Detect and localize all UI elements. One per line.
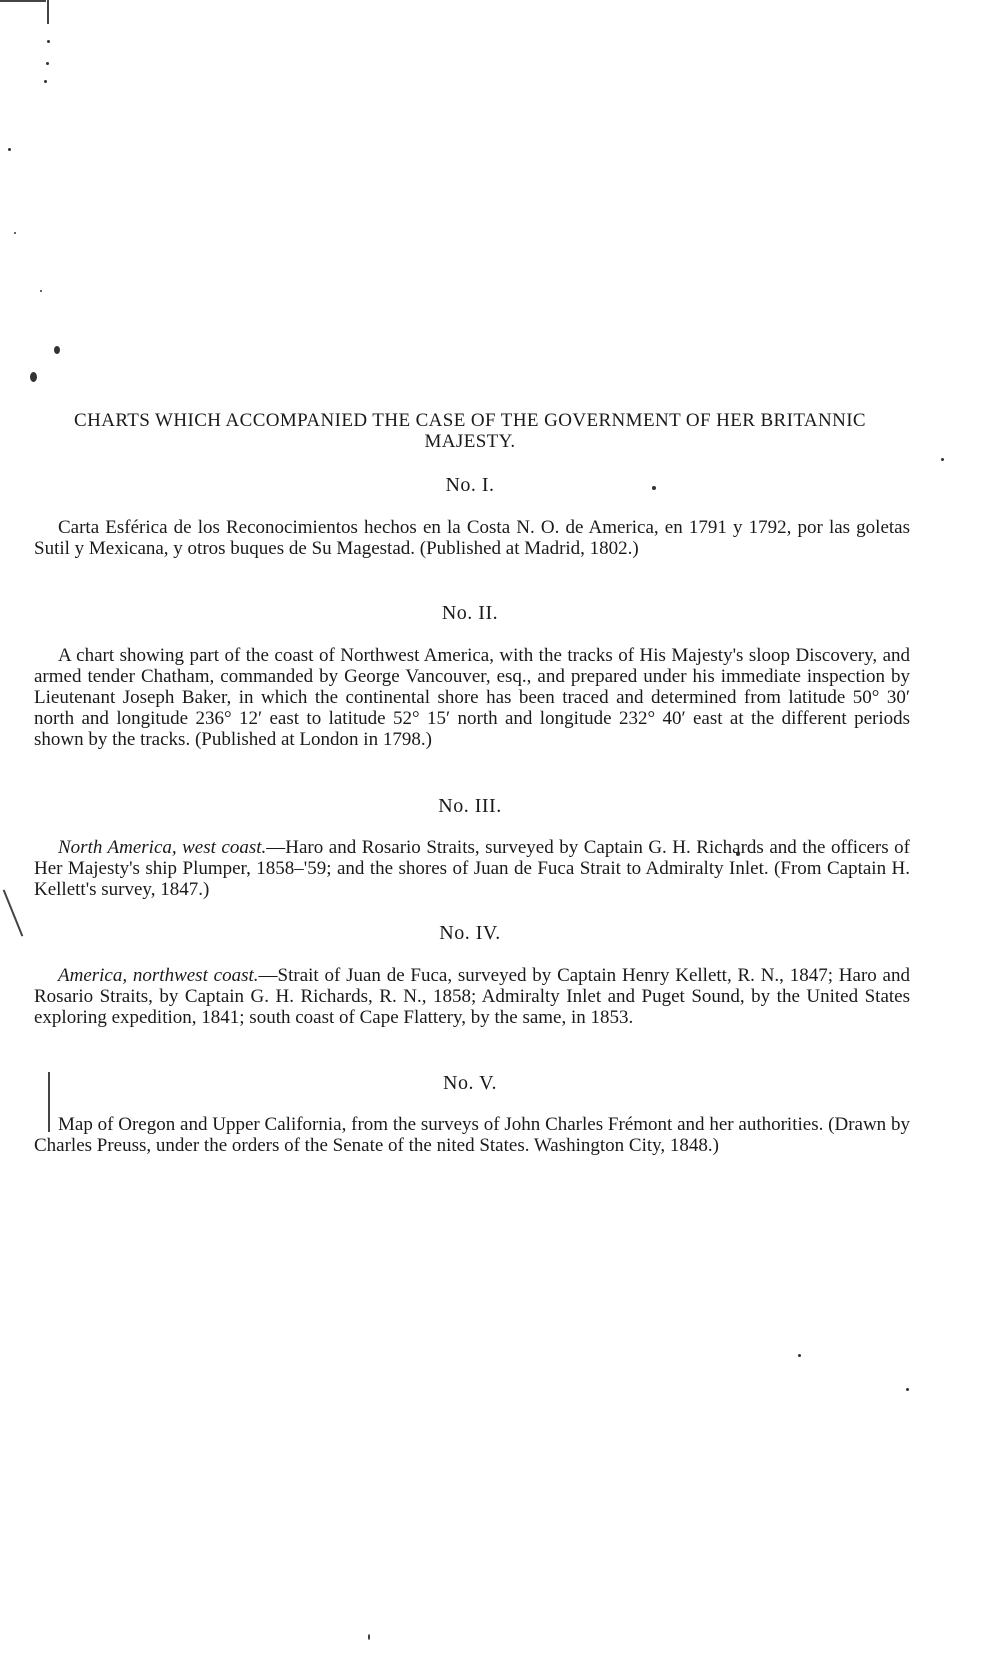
scan-speck: [906, 1388, 909, 1391]
entry-lead-3: North America, west coast.: [58, 837, 267, 858]
entry-body-3: —Haro and Rosario Straits, surveyed by Captain G. H. Richards and the officers of Her Majesty's ship Plumper, 1858–'59; and the shores of Juan de Fuca Strait to Admiralty Inlet. (From Captain H. Kellett's survey, 1847.): [34, 837, 910, 900]
scan-edge-mark: [47, 0, 49, 24]
scan-edge-mark: [0, 0, 46, 2]
entry-text-3: [34, 837, 910, 900]
scan-speck: [368, 1634, 370, 1640]
scan-speck: [40, 290, 42, 292]
entry-lead-4: America, northwest coast.: [58, 965, 259, 986]
entry-number-2: No. II.: [441, 602, 499, 624]
scan-speck: [44, 80, 47, 83]
scan-speck: [46, 62, 49, 65]
entry-number-4: No. IV.: [439, 922, 501, 944]
scan-speck: [14, 232, 16, 234]
entry-text-1: Carta Esférica de los Reconocimientos hechos en la Costa N. O. de America, en 1791 y 1792, por las goletas Sutil y Mexicana, y otros buques de Su Magestad. (Published at Madrid, 1802.): [34, 517, 910, 559]
page-title: CHARTS WHICH ACCOMPANIED THE CASE OF THE GOVERNMENT OF HER BRITANNIC MAJESTY.: [74, 410, 866, 452]
entry-text-4: [34, 965, 910, 1028]
scan-speck: [47, 40, 50, 43]
entry-number-1: No. I.: [445, 474, 495, 496]
scan-speck: [798, 1354, 801, 1357]
entry-text-5: Map of Oregon and Upper California, from the surveys of John Charles Frémont and her authorities. (Drawn by Charles Preuss, under the orders of the Senate of the nited States. Washington City, 1848.): [34, 1114, 910, 1156]
entry-number-5: No. V.: [443, 1072, 497, 1094]
scan-speck: [54, 346, 60, 354]
scan-speck: [8, 148, 11, 151]
entry-body-4: —Strait of Juan de Fuca, surveyed by Captain Henry Kellett, R. N., 1847; Haro and Rosario Straits, by Captain G. H. Richards, R. N., 1858; Admiralty Inlet and Puget Sound, by the United States exploring expedition, 1841; south coast of Cape Flattery, by the same, in 1853.: [34, 965, 910, 1028]
entry-number-3: No. III.: [438, 795, 502, 817]
scan-speck: [941, 458, 944, 461]
scan-speck: [30, 372, 37, 382]
entry-text-2: A chart showing part of the coast of Northwest America, with the tracks of His Majesty's sloop Discovery, and armed tender Chatham, commanded by George Vancouver, esq., and prepared under his immediate inspection by Lieutenant Joseph Baker, in which the continental shore has been traced and determined from latitude 50° 30′ north and longitude 236° 12′ east to latitude 52° 15′ north and longitude 232° 40′ east at the different periods shown by the tracks. (Published at London in 1798.): [34, 645, 910, 750]
